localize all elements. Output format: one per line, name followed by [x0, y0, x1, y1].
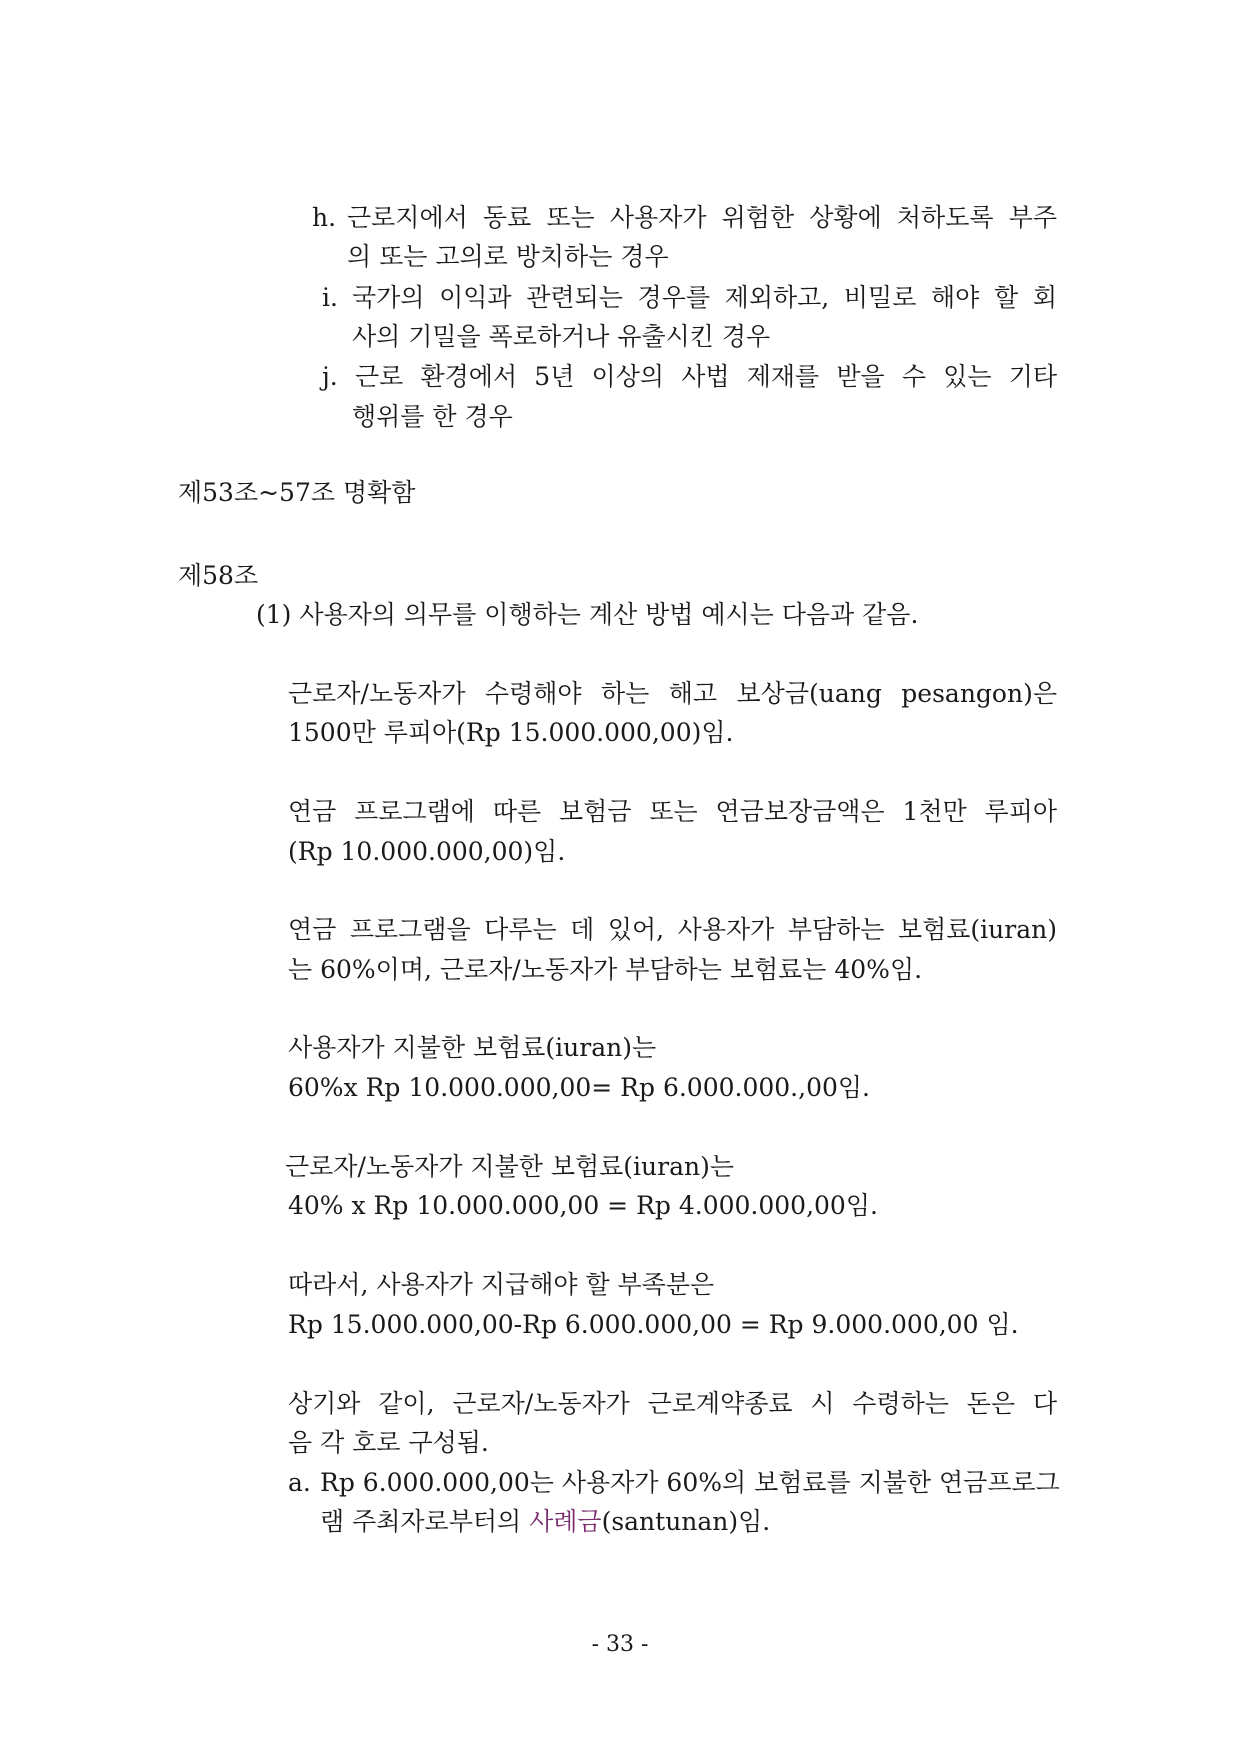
list-item-j-line2: 행위를 한 경우 [352, 402, 513, 431]
list-item-i-line2: 사의 기밀을 폭로하거나 유출시킨 경우 [352, 322, 771, 351]
list-item-j-line1: 근로 환경에서 5년 이상의 사법 제재를 받을 수 있는 기타 [355, 362, 1057, 391]
paragraph-5-line1: 근로자/노동자가 지불한 보험료(iuran)는 [285, 1152, 734, 1181]
paragraph-1-line2: 1500만 루피아(Rp 15.000.000,00)임. [288, 718, 734, 747]
paragraph-2-line1: 연금 프로그램에 따른 보험금 또는 연금보장금액은 1천만 루피아 [288, 797, 1057, 826]
article-58-heading: 제58조 [178, 561, 259, 590]
list-item-i-line1: 국가의 이익과 관련되는 경우를 제외하고, 비밀로 해야 할 회 [352, 283, 1057, 312]
article-58-item-1: (1) 사용자의 의무를 이행하는 계산 방법 예시는 다음과 같음. [256, 600, 919, 629]
highlighted-term: 사례금 [529, 1507, 602, 1536]
list-item-h-line1: 근로지에서 동료 또는 사용자가 위험한 상황에 처하도록 부주 [347, 203, 1057, 232]
paragraph-4-line1: 사용자가 지불한 보험료(iuran)는 [288, 1033, 657, 1062]
list-marker-j: j. [322, 362, 338, 391]
paragraph-3-line2: 는 60%이며, 근로자/노동자가 부담하는 보험료는 40%임. [288, 955, 923, 984]
paragraph-7-line1: 상기와 같이, 근로자/노동자가 근로계약종료 시 수령하는 돈은 다 [288, 1389, 1057, 1418]
paragraph-3-line1: 연금 프로그램을 다루는 데 있어, 사용자가 부담하는 보험료(iuran) [288, 915, 1057, 944]
item-a-line2 [320, 1503, 770, 1541]
paragraph-7-line2: 음 각 호로 구성됨. [288, 1428, 489, 1457]
paragraph-6-line1: 따라서, 사용자가 지급해야 할 부족분은 [288, 1270, 715, 1299]
article-53-57-heading: 제53조~57조 명확함 [178, 478, 416, 507]
item-a-line1: Rp 6.000.000,00는 사용자가 60%의 보험료를 지불한 연금프로그 [320, 1468, 1060, 1497]
list-item-h-line2: 의 또는 고의로 방치하는 경우 [347, 242, 669, 271]
page-number: - 33 - [591, 1632, 649, 1657]
list-marker-h: h. [312, 203, 337, 232]
paragraph-4-line2: 60%x Rp 10.000.000,00= Rp 6.000.000.,00임. [288, 1073, 870, 1102]
paragraph-6-line2: Rp 15.000.000,00-Rp 6.000.000,00 = Rp 9.000.000,00 임. [288, 1310, 1019, 1339]
paragraph-1-line1: 근로자/노동자가 수령해야 하는 해고 보상금(uang pesangon)은 [288, 679, 1057, 708]
list-marker-a: a. [288, 1468, 311, 1497]
paragraph-5-line2: 40% x Rp 10.000.000,00 = Rp 4.000.000,00임. [288, 1191, 878, 1220]
item-a-line2-tail: (santunan)임. [601, 1507, 771, 1536]
paragraph-2-line2: (Rp 10.000.000,00)임. [288, 837, 566, 866]
item-a-line2-text: 램 주최자로부터의 [320, 1507, 530, 1536]
list-marker-i: i. [322, 283, 338, 312]
